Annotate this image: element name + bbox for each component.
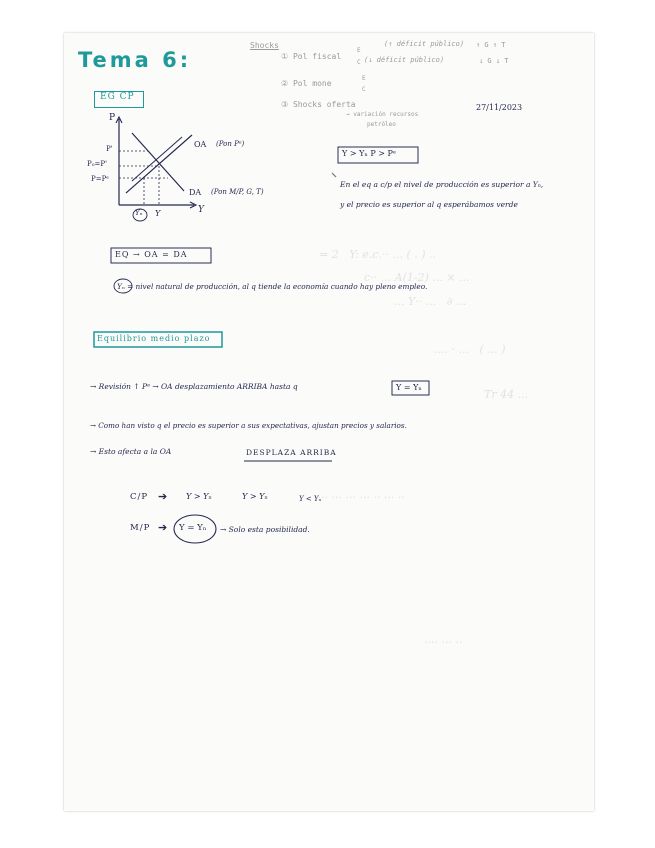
fiscal-note-3: (↓ déficit público)	[364, 56, 445, 64]
tick-label-yn: Yₙ	[135, 209, 143, 217]
shocks-heading: Shocks	[250, 41, 279, 50]
tick-label-p1: P'	[106, 145, 113, 153]
monetaria-sub-e: E	[362, 75, 366, 82]
section-label-equilibrio-mp: Equilibrio medio plazo	[97, 334, 211, 343]
tick-label-y: Y	[155, 209, 161, 218]
tick-label-p3: P=Pᵉ	[91, 175, 109, 183]
fiscal-note-4: ↓ G ↓ T	[479, 57, 509, 65]
row-arrow-cp: ➔	[158, 490, 168, 503]
bleed-through: Tr 44 ...	[484, 388, 529, 401]
monetaria-sub-c: C	[362, 86, 366, 93]
explanation-line-2: y el precio es superior al q esperábamos verde	[340, 200, 518, 209]
mp-line-3-emphasis: DESPLAZA ARRIBA	[246, 448, 337, 457]
shock-item-fiscal: ① Pol fiscal	[281, 52, 342, 61]
row-label-mp: M/P	[130, 523, 151, 533]
curve-note-da: (Pon M/P, G, T)	[211, 188, 264, 196]
row-arrow-mp: ➔	[158, 521, 168, 534]
bleed-through: .... ... ..	[424, 633, 463, 646]
mp-line-2: → Como han visto q el precio es superior a sus expectativas, ajustan precios y salarios.	[90, 421, 407, 430]
row-value-cp-2: Y > Yₙ	[242, 492, 268, 501]
bleed-through: .... ... ... ... .. ... ..	[314, 488, 405, 501]
explanation-line-1: En el eq a c/p el nivel de producción es superior a Yₙ,	[340, 180, 544, 189]
fiscal-sub-e: E	[357, 47, 361, 54]
mp-line-1-box: Y = Yₙ	[396, 383, 422, 392]
fiscal-note-2: ↑ G ↑ T	[476, 41, 506, 49]
row-label-cp: C/P	[130, 492, 149, 502]
row-note-mp: → Solo esta posibilidad.	[220, 525, 310, 534]
row-value-cp-1: Y > Yₙ	[186, 492, 212, 501]
fiscal-note-1: (↑ déficit público)	[384, 40, 465, 48]
row-value-cp-3: Y < Yₙ	[299, 495, 322, 503]
bleed-through: c·· ... A(1-2) ... × ...	[364, 271, 470, 284]
bleed-through: ... Y·· ... ∂ ...	[394, 295, 467, 308]
axis-label-p: P	[109, 113, 116, 123]
oferta-sub-2: petróleo	[367, 121, 396, 128]
curve-label-da: DA	[189, 188, 202, 197]
axis-label-y: Y	[198, 205, 204, 215]
bleed-through: .... · ... ( ... )	[434, 343, 506, 356]
shock-item-oferta: ③ Shocks oferta	[281, 100, 356, 109]
condition-box-text: Y > Yₙ P > Pᵉ	[342, 149, 397, 158]
tick-label-p2: P₀=P'	[87, 160, 108, 168]
mp-line-3: → Esto afecta a la OA	[90, 447, 172, 456]
row-value-mp-circled: Y = Yₙ	[179, 523, 207, 533]
mp-line-1: → Revisión ↑ Pᵉ → OA desplazamiento ARRIBA hasta q	[90, 382, 298, 391]
page-title: Tema 6:	[78, 48, 192, 72]
notebook-page	[64, 33, 594, 811]
shock-item-monetaria: ② Pol mone	[281, 79, 332, 88]
equilibrium-box-text: EQ → OA = DA	[115, 250, 188, 259]
oferta-sub-1: → variación recursos	[346, 111, 419, 118]
fiscal-sub-c: C	[357, 59, 361, 66]
curve-note-oa: (Pon Pᵉ)	[216, 140, 245, 148]
section-label-eg-cp: EG CP	[100, 92, 135, 102]
note-date: 27/11/2023	[476, 103, 523, 112]
curve-label-oa: OA	[194, 140, 207, 149]
natural-output-definition: Yₙ = nivel natural de producción, al q tiende la economía cuando hay pleno empleo.	[117, 282, 428, 291]
bleed-through: = 2 Y: e.c.·· ... ( . ) ..	[319, 248, 437, 261]
